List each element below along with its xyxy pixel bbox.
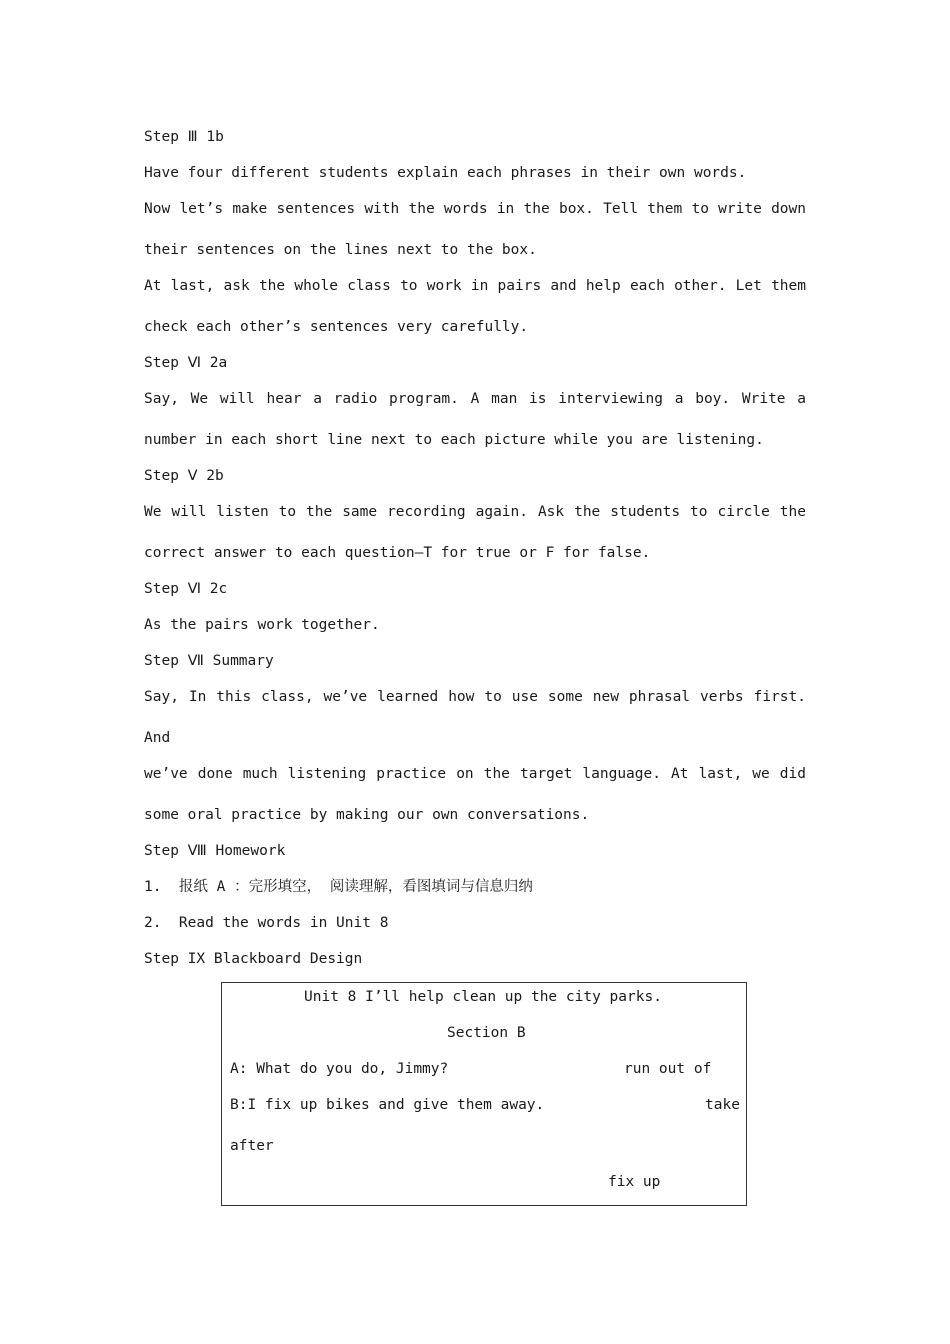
step-heading: Step Ⅵ 2c [144,581,228,597]
paragraph-line: Now let’s make sentences with the words in the box. Tell them to write down [144,201,806,217]
paragraph-line: their sentences on the lines next to the box. [144,242,537,258]
paragraph-line: At last, ask the whole class to work in pairs and help each other. Let them [144,278,806,294]
paragraph-line: As the pairs work together. [144,617,380,633]
paragraph-line: correct answer to each question—T for true or F for false. [144,545,651,561]
homework-item: 2. Read the words in Unit 8 [144,915,389,931]
blackboard-design-box [221,982,747,1206]
board-section: Section B [447,1025,526,1041]
step-heading: Step Ⅶ Summary [144,653,274,669]
board-answer: B:I fix up bikes and give them away. [230,1097,545,1113]
paragraph-line: check each other’s sentences very carefully. [144,319,529,335]
homework-item: 1. 报纸 A ：完形填空， 阅读理解，看图填词与信息归纳 [144,879,533,895]
board-title: Unit 8 I’ll help clean up the city parks. [304,989,662,1005]
step-heading: Step Ⅵ 2a [144,355,228,371]
paragraph-line: Say, We will hear a radio program. A man is interviewing a boy. Write a [144,391,806,407]
paragraph-line: Have four different students explain each phrases in their own words. [144,165,747,181]
board-phrase: fix up [608,1174,661,1190]
paragraph-line: We will listen to the same recording again. Ask the students to circle the [144,504,806,520]
board-phrase: take [705,1097,740,1113]
paragraph-line: Say, In this class, we’ve learned how to use some new phrasal verbs first. [144,689,806,705]
paragraph-line: we’ve done much listening practice on the target language. At last, we did [144,766,806,782]
board-phrase: run out of [624,1061,712,1077]
step-heading: Step Ⅷ Homework [144,843,286,859]
step-heading: Step Ⅲ 1b [144,129,224,145]
step-heading: Step IX Blackboard Design [144,951,363,967]
board-phrase: after [230,1138,274,1154]
paragraph-line: some oral practice by making our own conversations. [144,807,590,823]
board-question: A: What do you do, Jimmy? [230,1061,449,1077]
paragraph-line: And [144,730,171,746]
paragraph-line: number in each short line next to each picture while you are listening. [144,432,764,448]
step-heading: Step Ⅴ 2b [144,468,224,484]
